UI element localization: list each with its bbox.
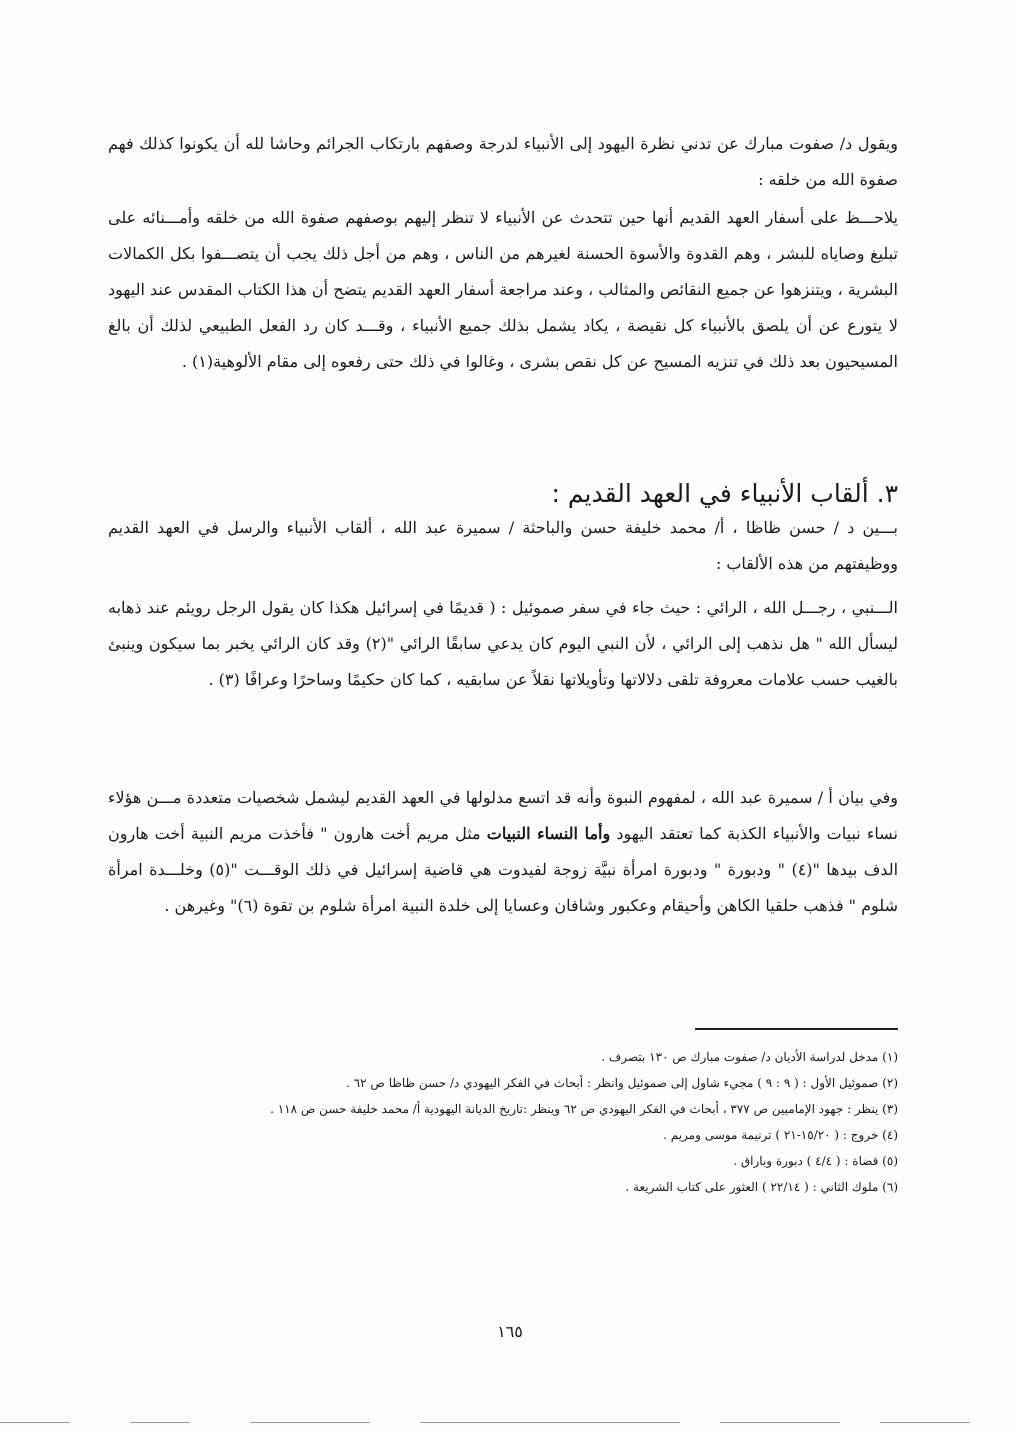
footnote-3: (٣) ينظر : جهود الإماميين ص ٣٧٧ ، أبحاث في الفكر اليهودي ص ٦٢ وينظر :تاريخ الديانة اليهودية أ/ محمد خليفة حسن ص ١١٨ . [270, 1102, 898, 1116]
bold-phrase-women-prophets: وأما النساء النبيات [486, 824, 611, 843]
footnote-divider [695, 1028, 898, 1030]
footnote-5: (٥) قضاة : ( ٤/٤ ) دبورة وباراق . [733, 1154, 898, 1168]
paragraph-prophetesses-part1: وفي بيان أ / سميرة عبد الله ، لمفهوم النبوة وأنه قد اتسع مدلولها في العهد القديم ليشمل شخصيات متعددة مـــن هؤلاء نساء نبيات والأنبياء الكذبة كما تعتقد اليهود [108, 788, 899, 843]
paragraph-prophetesses-part2: مثل مريم أخت هارون " فأخذت مريم النبية أخت هارون الدف بيدها "(٤) " ودبورة " ودبورة امرأة نبيَّة زوجة لفيدوت هي قاضية إسرائيل في ذلك الوقـــت "(٥) وخلـــدة امرأة شلوم " فذهب حلقيا الكاهن وأحيقام وعكبور وشافان وعسايا إلى خلدة النبية امرأة شلوم بن تقوة (٦)" وغيرهن . [108, 824, 899, 915]
paragraph-titles-intro: بـــين د / حسن ظاظا ، أ/ محمد خليفة حسن والباحثة / سميرة عبد الله ، ألقاب الأنبياء والرسل في العهد القديم ووظيفتهم من هذه الألقاب : [108, 518, 898, 573]
page-number: ١٦٥ [497, 1322, 523, 1341]
footnotes-list [108, 1044, 898, 1200]
scan-edge-marks [0, 1420, 1019, 1426]
paragraph-intro: ويقول د/ صفوت مبارك عن تدني نظرة اليهود إلى الأنبياء لدرجة وصفهم بارتكاب الجرائم وحاشا لله أن يكونوا كذلك فهم صفوة الله من خلقه : [108, 134, 898, 189]
footnote-2: (٢) صموئيل الأول : ( ٩ : ٩ ) مجيء شاول إلى صموئيل وانظر : أبحاث في الفكر اليهودي د/ حسن ظاظا ص ٦٢ . [346, 1076, 898, 1090]
footnote-4: (٤) خروج : ( ١٥/٢٠-٢١ ) ترنيمة موسى ومريم . [663, 1128, 898, 1142]
section-heading: ٣. ألقاب الأنبياء في العهد القديم : [551, 479, 898, 508]
paragraph-quote: يلاحـــظ على أسفار العهد القديم أنها حين تتحدث عن الأنبياء لا تنظر إليهم بوصفهم صفوة الله من خلقه وأمـــنائه على تبليغ وصاياه للبشر ، وهم القدوة والأسوة الحسنة لغيرهم من الناس ، وهم من أجل ذلك يجب أن يتصـــفوا بكل الكمالات البشرية ، ويتنزهوا عن جميع النقائص والمثالب ، وعند مراجعة أسفار العهد القديم يتضح أن هذا الكتاب المقدس عند اليهود لا يتورع عن أن يلصق بالأنبياء كل نقيصة ، يكاد يشمل بذلك جميع الأنبياء ، وقـــد كان رد الفعل الطبيعي لذلك أن بالغ المسيحيون بعد ذلك في تنزيه المسيح عن كل نقص بشرى ، وغالوا في ذلك حتى رفعوه إلى مقام الألوهية(١) . [108, 208, 898, 371]
paragraph-prophetesses [108, 780, 898, 924]
footnote-6: (٦) ملوك الثاني : ( ٢٢/١٤ ) العثور على كتاب الشريعة . [625, 1180, 898, 1194]
footnote-1: (١) مدخل لدراسة الأديان د/ صفوت مبارك ص ١٣٠ بتصرف . [601, 1050, 898, 1064]
paragraph-seer: الـــنبي ، رجـــل الله ، الرائي : حيث جاء في سفر صموئيل : ( قديمًا في إسرائيل هكذا كان يقول الرجل رويئم عند ذهابه ليسأل الله " هل نذهب إلى الرائي ، لأن النبي اليوم كان يدعي سابقًا الرائي "(٢) وقد كان الرائي يخبر بما سيكون وينبئ بالغيب حسب علامات معروفة تلقى دلالاتها وتأويلاتها نقلاً عن سابقيه ، كما كان حكيمًا وساحرًا وعرافًا (٣) . [108, 598, 899, 689]
